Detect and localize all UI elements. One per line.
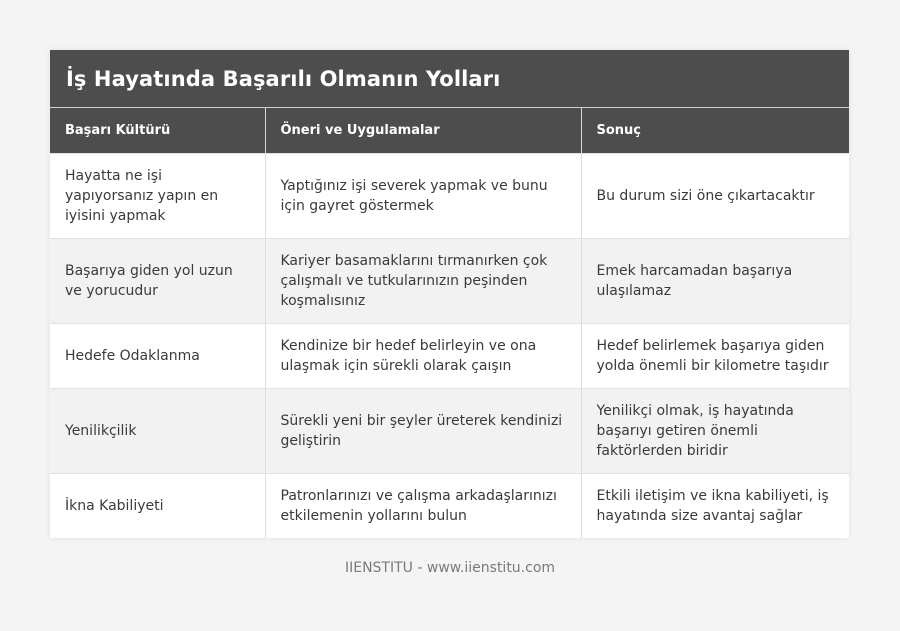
- column-header-basari-kulturu: Başarı Kültürü: [50, 108, 265, 153]
- table-cell: Yaptığınız işi severek yapmak ve bunu için gayret göstermek: [265, 153, 581, 238]
- table-cell: Emek harcamadan başarıya ulaşılamaz: [581, 238, 849, 323]
- table-cell: Bu durum sizi öne çıkartacaktır: [581, 153, 849, 238]
- header-row: [50, 108, 849, 153]
- table-row: [50, 153, 849, 238]
- table-cell: Etkili iletişim ve ikna kabiliyeti, iş hayatında size avantaj sağlar: [581, 473, 849, 538]
- column-header-sonuc: Sonuç: [581, 108, 849, 153]
- data-table: [50, 108, 849, 538]
- table-card: [50, 50, 849, 538]
- table-cell: Patronlarınızı ve çalışma arkadaşlarınızı etkilemenin yollarını bulun: [265, 473, 581, 538]
- table-cell: Kendinize bir hedef belirleyin ve ona ulaşmak için sürekli olarak çaışın: [265, 323, 581, 388]
- table-cell: Yenilikçi olmak, iş hayatında başarıyı getiren önemli faktörlerden biridir: [581, 388, 849, 473]
- table-row: [50, 323, 849, 388]
- table-cell: İkna Kabiliyeti: [50, 473, 265, 538]
- table-row: [50, 473, 849, 538]
- table-cell: Hedef belirlemek başarıya giden yolda önemli bir kilometre taşıdır: [581, 323, 849, 388]
- table-cell: Kariyer basamaklarını tırmanırken çok çalışmalı ve tutkularınızın peşinden koşmalısınız: [265, 238, 581, 323]
- table-cell: Yenilikçilik: [50, 388, 265, 473]
- table-row: [50, 388, 849, 473]
- table-cell: Sürekli yeni bir şeyler üreterek kendinizi geliştirin: [265, 388, 581, 473]
- column-header-oneri: Öneri ve Uygulamalar: [265, 108, 581, 153]
- table-cell: Başarıya giden yol uzun ve yorucudur: [50, 238, 265, 323]
- table-title: İş Hayatında Başarılı Olmanın Yolları: [50, 50, 849, 108]
- table-cell: Hayatta ne işi yapıyorsanız yapın en iyisini yapmak: [50, 153, 265, 238]
- table-cell: Hedefe Odaklanma: [50, 323, 265, 388]
- table-row: [50, 238, 849, 323]
- footer-credit: IIENSTITU - www.iienstitu.com: [344, 560, 556, 576]
